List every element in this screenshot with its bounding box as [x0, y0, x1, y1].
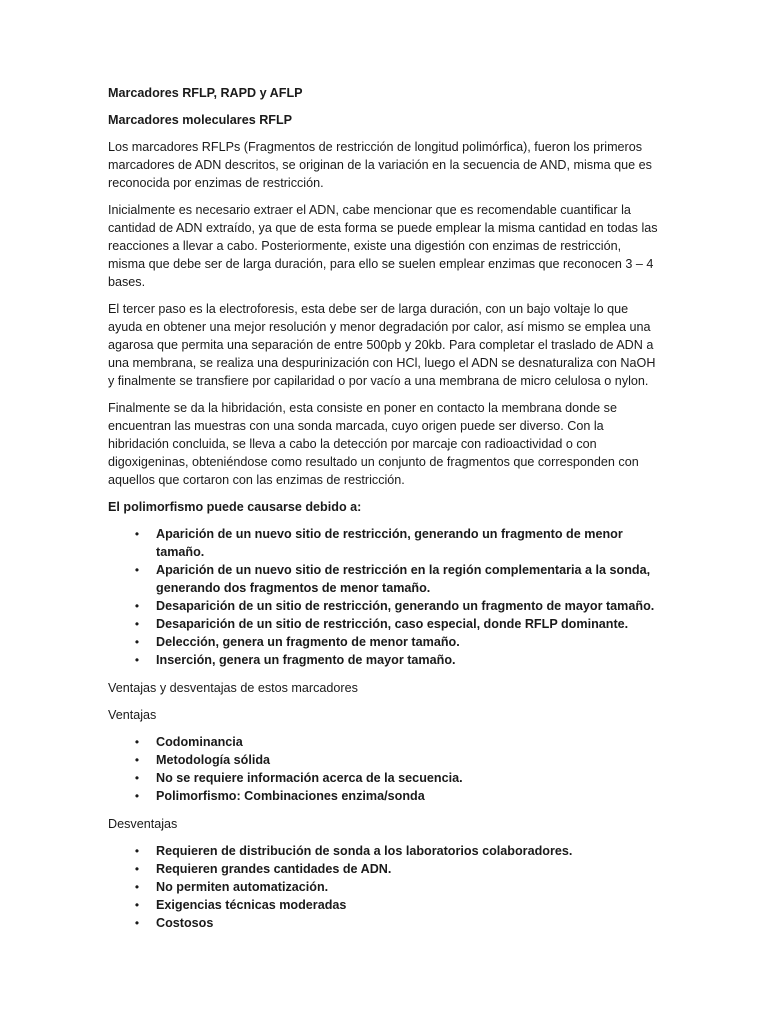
list-item: [108, 615, 660, 633]
bullet-icon: •: [134, 599, 140, 613]
list-item-text: Desaparición de un sitio de restricción, generando un fragmento de mayor tamaño.: [156, 599, 655, 613]
polymorphism-heading: El polimorfismo puede causarse debido a:: [108, 500, 362, 514]
advantages-heading: Ventajas: [108, 708, 157, 722]
list-item: [108, 896, 660, 914]
list-item: [108, 769, 660, 787]
bullet-icon: •: [134, 880, 140, 894]
list-item: [108, 733, 660, 751]
paragraph-electrophoresis: El tercer paso es la electroforesis, esta debe ser de larga duración, con un bajo voltaje lo que ayuda en obtener una mejor resolución y menor degradación por calor, así mismo se emplea una agarosa que permita una separación de entre 500pb y 20kb. Para completar el traslado de ADN a una membrana, se realiza una despurinización con HCl, luego el ADN se desnaturaliza con NaOH y finalmente se transfiere por capilaridad o por vacío a una membrana de micro celulosa o nylon.: [108, 302, 656, 388]
disadvantages-heading: Desventajas: [108, 817, 178, 831]
list-item: [108, 878, 660, 896]
bullet-icon: •: [134, 635, 140, 649]
bullet-icon: •: [134, 653, 140, 667]
list-item: [108, 651, 660, 669]
list-item-text: Codominancia: [156, 735, 243, 749]
list-item-text: Requieren de distribución de sonda a los laboratorios colaboradores.: [156, 844, 573, 858]
bullet-icon: •: [134, 862, 140, 876]
list-item: [108, 633, 660, 651]
document-title: Marcadores RFLP, RAPD y AFLP: [108, 86, 303, 100]
paragraph-extraction: Inicialmente es necesario extraer el ADN, cabe mencionar que es recomendable cuantificar la cantidad de ADN extraído, ya que de esta forma se puede emplear la misma cantidad en todas las reacciones a llevar a cabo. Posteriormente, existe una digestión con enzimas de restricción, misma que debe ser de larga duración, para ello se suelen emplear enzimas que reconocen 3 – 4 bases.: [108, 203, 658, 289]
bullet-icon: •: [134, 563, 140, 577]
bullet-icon: •: [134, 789, 140, 803]
list-item-text: Desaparición de un sitio de restricción, caso especial, donde RFLP dominante.: [156, 617, 629, 631]
polymorphism-list: [108, 525, 660, 669]
list-item-text: Costosos: [156, 916, 214, 930]
advantages-list: [108, 733, 660, 805]
list-item: [108, 914, 660, 932]
bullet-icon: •: [134, 735, 140, 749]
bullet-icon: •: [134, 916, 140, 930]
list-item-text: Polimorfismo: Combinaciones enzima/sonda: [156, 789, 425, 803]
disadvantages-list: [108, 842, 660, 932]
list-item-text: Metodología sólida: [156, 753, 271, 767]
bullet-icon: •: [134, 617, 140, 631]
list-item-text: Exigencias técnicas moderadas: [156, 898, 347, 912]
list-item: [108, 751, 660, 769]
list-item-text: Requieren grandes cantidades de ADN.: [156, 862, 392, 876]
paragraph-hybridization: Finalmente se da la hibridación, esta consiste en poner en contacto la membrana donde se encuentran las muestras con una sonda marcada, cuyo origen puede ser diverso. Con la hibridación concluida, se lleva a cabo la detección por marcaje con radioactividad o con digoxigeninas, obteniéndose como resultado un conjunto de fragmentos que corresponden con aquellos que cortaron con las enzimas de restricción.: [108, 401, 639, 487]
list-item-text: Aparición de un nuevo sitio de restricción en la región complementaria a la sonda, generando dos fragmentos de menor tamaño.: [156, 563, 651, 595]
list-item: [108, 842, 660, 860]
list-item-text: Aparición de un nuevo sitio de restricción, generando un fragmento de menor tamaño.: [156, 527, 623, 559]
document-page: [108, 84, 660, 942]
list-item: [108, 597, 660, 615]
list-item-text: No permiten automatización.: [156, 880, 329, 894]
paragraph-intro: Los marcadores RFLPs (Fragmentos de restricción de longitud polimórfica), fueron los primeros marcadores de ADN descritos, se originan de la variación en la secuencia de AND, misma que es reconocida por enzimas de restricción.: [108, 140, 652, 190]
list-item: [108, 787, 660, 805]
list-item-text: Delección, genera un fragmento de menor tamaño.: [156, 635, 460, 649]
bullet-icon: •: [134, 771, 140, 785]
bullet-icon: •: [134, 844, 140, 858]
bullet-icon: •: [134, 898, 140, 912]
list-item-text: Inserción, genera un fragmento de mayor tamaño.: [156, 653, 456, 667]
list-item: [108, 860, 660, 878]
bullet-icon: •: [134, 753, 140, 767]
section-title: Marcadores moleculares RFLP: [108, 113, 293, 127]
list-item: [108, 525, 660, 561]
list-item-text: No se requiere información acerca de la secuencia.: [156, 771, 463, 785]
bullet-icon: •: [134, 527, 140, 541]
pros-cons-heading: Ventajas y desventajas de estos marcadores: [108, 681, 358, 695]
list-item: [108, 561, 660, 597]
